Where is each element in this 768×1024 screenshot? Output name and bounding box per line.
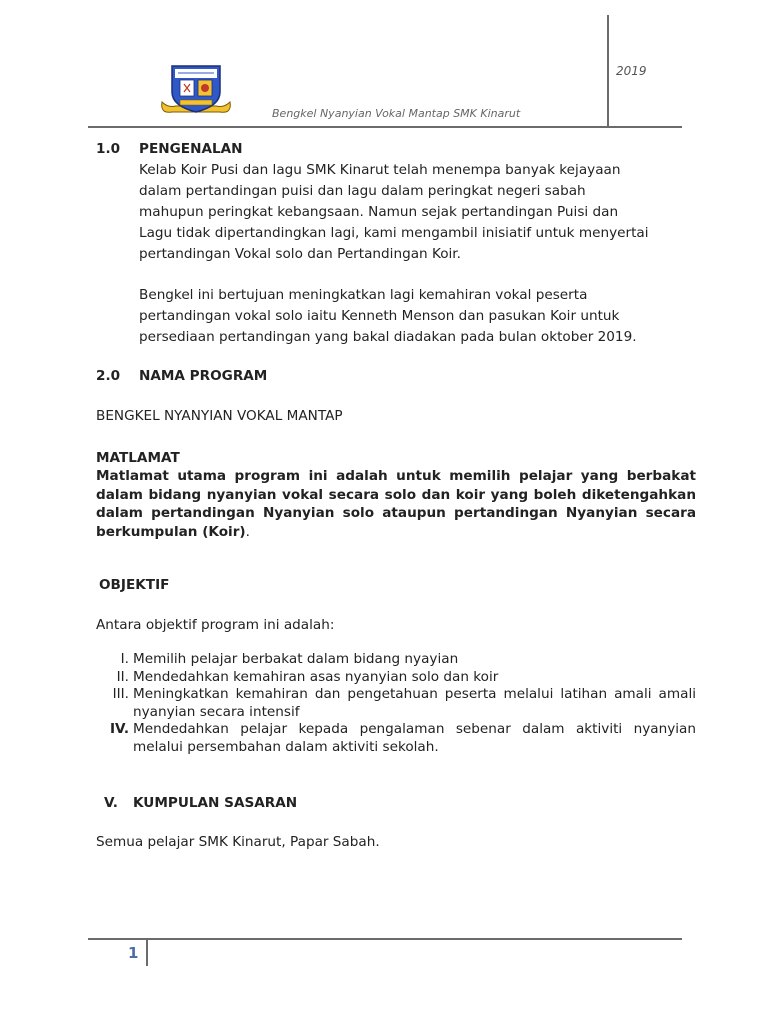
header-horizontal-rule xyxy=(88,126,682,128)
text-line: pertandingan Vokal solo dan Pertandingan Koir. xyxy=(139,246,461,262)
section-1-title: PENGENALAN xyxy=(139,141,243,157)
page-number: 1 xyxy=(128,944,139,962)
matlamat-heading: MATLAMAT xyxy=(96,450,180,466)
text-line: mahupun peringkat kebangsaan. Namun sejak pertandingan Puisi dan xyxy=(139,204,619,220)
list-item-number: I. xyxy=(120,651,129,667)
list-item-text: Memilih pelajar berbakat dalam bidang nyayian xyxy=(133,651,459,667)
program-name: BENGKEL NYANYIAN VOKAL MANTAP xyxy=(96,408,343,424)
list-item-number: II. xyxy=(116,668,129,685)
list-item xyxy=(96,669,696,687)
section-2-number: 2.0 xyxy=(96,368,121,384)
list-item-number: IV. xyxy=(110,721,129,737)
header-vertical-rule xyxy=(607,15,609,127)
objektif-list xyxy=(96,651,696,756)
matlamat-end: . xyxy=(245,523,250,540)
text-line: dalam pertandingan puisi dan lagu dalam peringkat negeri sabah xyxy=(139,183,586,199)
objektif-intro: Antara objektif program ini adalah: xyxy=(96,617,335,633)
text-line: Lagu tidak dipertandingkan lagi, kami mengambil inisiatif untuk menyertai xyxy=(139,225,649,241)
footer-horizontal-rule xyxy=(88,938,682,940)
intro-paragraph-1 xyxy=(139,160,709,265)
list-item-text: Mendedahkan pelajar kepada pengalaman sebenar dalam aktiviti nyanyian melalui persembahan dalam aktiviti sekolah. xyxy=(133,721,696,755)
list-item-text: Meningkatkan kemahiran dan pengetahuan peserta melalui latihan amali amali nyanyian secara intensif xyxy=(133,686,696,720)
matlamat-body: Matlamat utama program ini adalah untuk memilih pelajar yang berbakat dalam bidang nyanyian vokal secara solo dan koir yang boleh diketengahkan dalam pertandingan Nyanyian solo ataupun pertandingan Nyanyian secara berkumpulan (Koir) xyxy=(96,468,696,540)
text-line: Bengkel ini bertujuan meningkatkan lagi kemahiran vokal peserta xyxy=(139,287,588,303)
list-item xyxy=(96,686,696,721)
section-v-title: KUMPULAN SASARAN xyxy=(133,795,298,811)
school-crest-icon xyxy=(158,62,234,120)
sasaran-text: Semua pelajar SMK Kinarut, Papar Sabah. xyxy=(96,834,380,850)
text-line: Kelab Koir Pusi dan lagu SMK Kinarut telah menempa banyak kejayaan xyxy=(139,162,621,178)
section-2-title: NAMA PROGRAM xyxy=(139,368,268,384)
list-item xyxy=(96,651,696,669)
list-item-number: III. xyxy=(112,686,129,702)
footer-vertical-rule xyxy=(146,940,148,966)
list-item-text: Mendedahkan kemahiran asas nyanyian solo dan koir xyxy=(133,668,499,685)
text-line: persediaan pertandingan yang bakal diadakan pada bulan oktober 2019. xyxy=(139,329,637,345)
intro-paragraph-2 xyxy=(139,285,719,348)
matlamat-text xyxy=(96,467,696,541)
list-item xyxy=(96,721,696,756)
objektif-heading: OBJEKTIF xyxy=(99,577,170,593)
text-line: pertandingan vokal solo iaitu Kenneth Menson dan pasukan Koir untuk xyxy=(139,308,620,324)
header-year: 2019 xyxy=(616,64,647,78)
section-1-number: 1.0 xyxy=(96,141,121,157)
section-v-number: V. xyxy=(104,795,118,811)
header-title: Bengkel Nyanyian Vokal Mantap SMK Kinarut xyxy=(272,107,521,120)
